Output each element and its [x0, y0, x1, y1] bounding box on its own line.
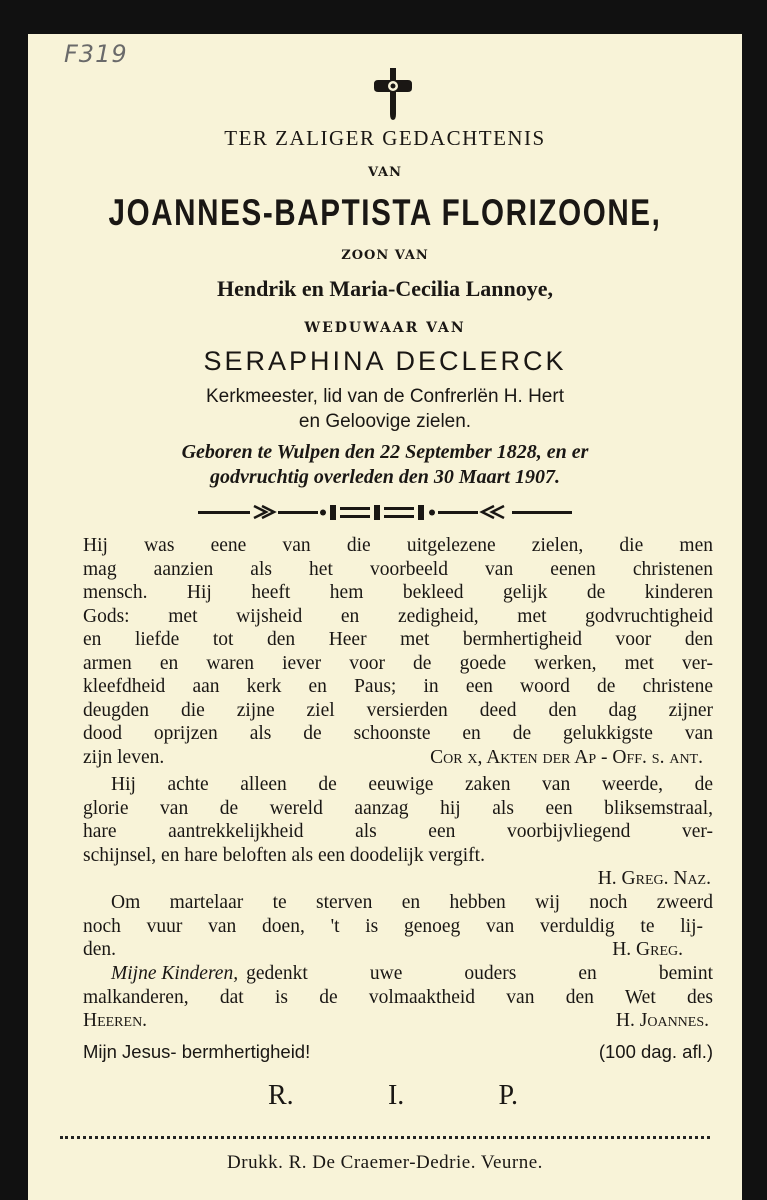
text-line: deugden die zijne ziel versierden deed den dag zijner: [83, 699, 713, 721]
rip-letter: R.: [268, 1080, 294, 1111]
text-line: Hij was eene van die uitgelezene zielen, die men: [83, 535, 713, 556]
card-heading: TER ZALIGER GEDACHTENIS: [224, 126, 546, 150]
role-line-2: en Geloovige zielen.: [298, 411, 472, 432]
rip-letter: I.: [387, 1080, 405, 1111]
text-line: Heeren.: [83, 1010, 148, 1031]
paragraph-4: [83, 962, 713, 1033]
prayer-text: Mijn Jesus- bermhertigheid!: [83, 1041, 311, 1062]
paragraph-3-end: [83, 938, 713, 962]
text-line: Gods: met wijsheid en zedigheid, met godvruchtigheid: [83, 605, 713, 627]
parents-names: Hendrik en Maria-Cecilia Lannoye,: [216, 276, 554, 301]
text-line: gedenkt uwe ouders en bemint: [246, 963, 713, 984]
citation: Cor x, Akten der Ap - Off. s. ant.: [430, 746, 703, 768]
handwritten-reference: F319: [64, 40, 128, 68]
citation: H. Joannes.: [615, 1010, 709, 1031]
cross-icon: [371, 66, 415, 122]
text-line: Om martelaar te sterven en hebben wij noch zweerd: [111, 892, 713, 913]
text-line: malkanderen, dat is de volmaaktheid van den Wet des: [83, 986, 713, 1008]
text-line: kleefdheid aan kerk en Paus; in een woord de christene: [83, 676, 713, 697]
text-line: zijn leven.: [83, 746, 165, 768]
text-line: glorie van de wereld aanzag hij als een bliksemstraal,: [83, 797, 713, 819]
text-line: en liefde tot den Heer met bermhertigheid voor den: [83, 629, 713, 650]
paragraph-1-end: [83, 746, 713, 770]
text-line: mensch. Hij heeft hem bekleed gelijk de kinderen: [83, 582, 713, 603]
text-line: mag aanzien als het voorbeeld van eenen christenen: [83, 558, 713, 580]
weduwaar-van-label: WEDUWAAR VAN: [304, 320, 466, 336]
rip-letter: P.: [498, 1080, 518, 1111]
text-line: dood oprijzen als de schoonste en de gelukkigste van: [83, 723, 713, 744]
birth-death-line-2: godvruchtig overleden den 30 Maart 1907.: [210, 466, 560, 488]
deceased-name: JOANNES-BAPTISTA FLORIZOONE,: [108, 192, 662, 233]
text-line: schijnsel, en hare beloften als een doodelijk vergift.: [83, 844, 485, 866]
text-line: armen en waren iever voor de goede werken, met ver-: [83, 652, 713, 674]
paragraph-3: [83, 891, 713, 962]
birth-death-line-1: Geboren te Wulpen den 22 September 1828, en er: [181, 441, 589, 463]
paragraph-2: [83, 773, 713, 891]
spouse-name: SERAPHINA DECLERCK: [203, 346, 567, 376]
indulgence-note: (100 dag. afl.): [598, 1041, 713, 1062]
role-line-1: Kerkmeester, lid van de Confrerlën H. Hert: [206, 386, 564, 407]
zoon-van-label: ZOON VAN: [341, 248, 429, 263]
text-line: hare aantrekkelijkheid als een voorbijvliegend ver-: [83, 821, 713, 842]
dotted-divider: [60, 1136, 710, 1139]
text-line: noch vuur van doen, 't is genoeg van verduldig te lij-: [83, 915, 703, 937]
text-line: den.: [83, 939, 117, 960]
citation: H. Greg.: [612, 939, 683, 960]
text-line: Mijne Kinderen,: [111, 963, 239, 984]
paragraph-4-end: [83, 1009, 713, 1033]
ornament-divider-icon: [198, 502, 572, 522]
printer-imprint: Drukk. R. De Craemer-Dedrie. Veurne.: [227, 1152, 543, 1173]
rip: [268, 1080, 518, 1112]
text-line: Hij achte alleen de eeuwige zaken van weerde, de: [111, 774, 713, 795]
paragraph-1: [83, 534, 713, 769]
memorial-card: [28, 34, 742, 1200]
van-label: VAN: [367, 165, 403, 180]
paragraph-4-first: [83, 962, 713, 986]
paragraph-2-end: [83, 867, 713, 891]
citation: H. Greg. Naz.: [597, 868, 711, 889]
